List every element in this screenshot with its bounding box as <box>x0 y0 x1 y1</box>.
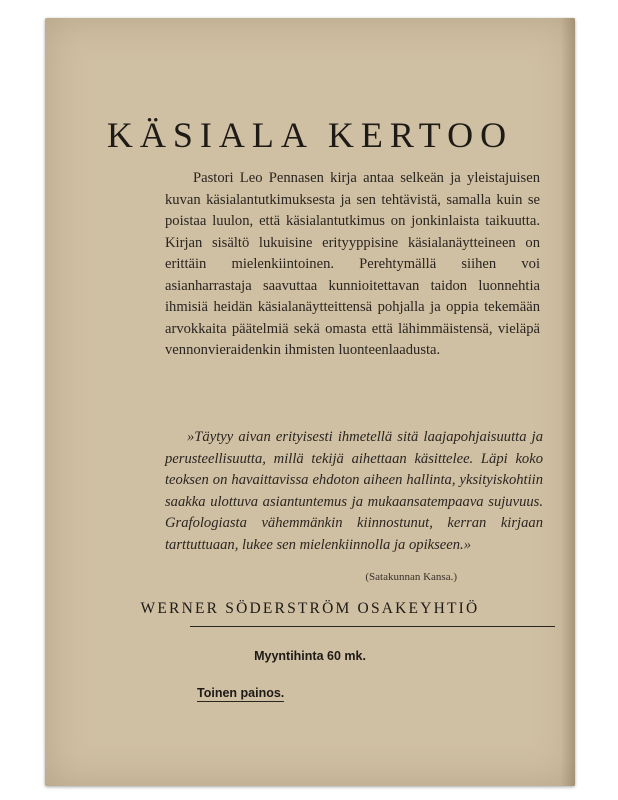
publisher-name: WERNER SÖDERSTRÖM OSAKEYHTIÖ <box>140 600 480 617</box>
sale-price: Myyntihinta 60 mk. <box>254 649 366 663</box>
review-quote: »Täytyy aivan erityisesti ihmetellä sitä laajapohjaisuutta ja perusteellisuutta, millä tekijä aihettaan käsittelee. Läpi koko teoksen on havaittavissa ehdoton aiheen hallinta, yksityiskohtiin saakka ulottuva asiantuntemus ja mukaansatempaava sujuvuus. Grafologiasta vähemmänkin kiinnostunut, kerran kirjaan tarttuttuaan, lukee sen mielenkiinnolla ja opikseen.» <box>165 429 543 553</box>
quote-source: (Satakunnan Kansa.) <box>365 571 457 583</box>
publisher-underline <box>190 626 555 627</box>
book-title: KÄSIALA KERTOO <box>106 115 514 155</box>
book-back-cover <box>45 18 575 786</box>
edition-note: Toinen painos. <box>197 686 285 700</box>
book-description: Pastori Leo Pennasen kirja antaa selkeän ja yleistajuisen kuvan käsialantutkimuksesta ja sen tehtävistä, samalla kuin se poistaa luulon, että käsialantutkimus on jonkinlaista taikuutta. Kirjan sisältö lukuisine erityyppisine käsialanäytteineen on erittäin mielenkiintoinen. Perehtymällä siihen voi asianharrastaja saavuttaa kunnioitettavan taidon luonnehtia ihmisiä heidän käsialanäytteittensä pohjalla ja oppia tekemään arvokkaita päätelmiä sekä omasta että lähimmäistensä, vieläpä vennonvieraidenkin ihmisten luonteenlaadusta. <box>165 170 540 358</box>
